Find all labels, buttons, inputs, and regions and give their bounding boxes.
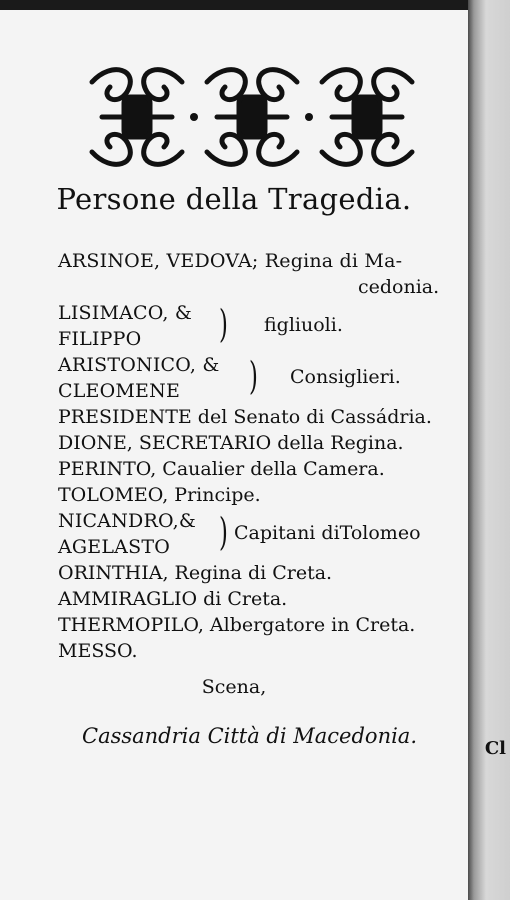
- cast-perinto: PERINTO, Caualier della Camera.: [58, 458, 385, 480]
- printers-ornament: [82, 62, 422, 172]
- cast-arsinoe: ARSINOE, VEDOVA; Regina di Ma-: [58, 250, 403, 272]
- cast-group-captains-role: Capitani diTolomeo: [234, 522, 421, 544]
- cast-orinthia: ORINTHIA, Regina di Creta.: [58, 562, 333, 584]
- cast-group-captains: [58, 508, 458, 560]
- cast-agelasto: AGELASTO: [58, 536, 170, 558]
- ornament-right: [322, 70, 412, 165]
- cast-group-counsellors: [58, 352, 458, 404]
- cast-arsinoe-cont: cedonia.: [358, 276, 440, 298]
- ornament-left: [92, 70, 182, 165]
- scene-label: Scena,: [201, 676, 267, 698]
- cast-ammiraglio: AMMIRAGLIO di Creta.: [58, 588, 288, 610]
- cast-filippo: FILIPPO: [58, 328, 142, 350]
- cast-messo: MESSO.: [58, 640, 138, 662]
- cast-aristonico: ARISTONICO, &: [58, 354, 220, 376]
- brace-mark: ): [218, 510, 228, 554]
- cast-list: [58, 248, 458, 664]
- cast-nicandro: NICANDRO,&: [58, 510, 196, 532]
- page-top-edge: [0, 0, 510, 10]
- cast-lisimaco: LISIMACO, &: [58, 302, 193, 324]
- cast-tolomeo: TOLOMEO, Principe.: [58, 484, 261, 506]
- facing-page-fragment: Cl: [484, 738, 506, 759]
- ornament-center: [207, 70, 297, 165]
- scene-place: Cassandria Città di Macedonia.: [82, 724, 418, 748]
- cast-presidente: PRESIDENTE del Senato di Cassádria.: [58, 406, 432, 428]
- cast-cleomene: CLEOMENE: [58, 380, 181, 402]
- cast-dione: DIONE, SECRETARIO della Regina.: [58, 432, 404, 454]
- facing-page-edge: [468, 0, 510, 900]
- brace-mark: ): [218, 302, 228, 346]
- cast-thermopilo: THERMOPILO, Albergatore in Creta.: [58, 614, 416, 636]
- cast-group-counsellors-role: Consiglieri.: [290, 366, 401, 388]
- page-title: Persone della Tragedia.: [56, 182, 412, 216]
- brace-mark: ): [248, 354, 258, 398]
- cast-group-sons: [58, 300, 458, 352]
- cast-group-sons-role: figliuoli.: [264, 314, 343, 336]
